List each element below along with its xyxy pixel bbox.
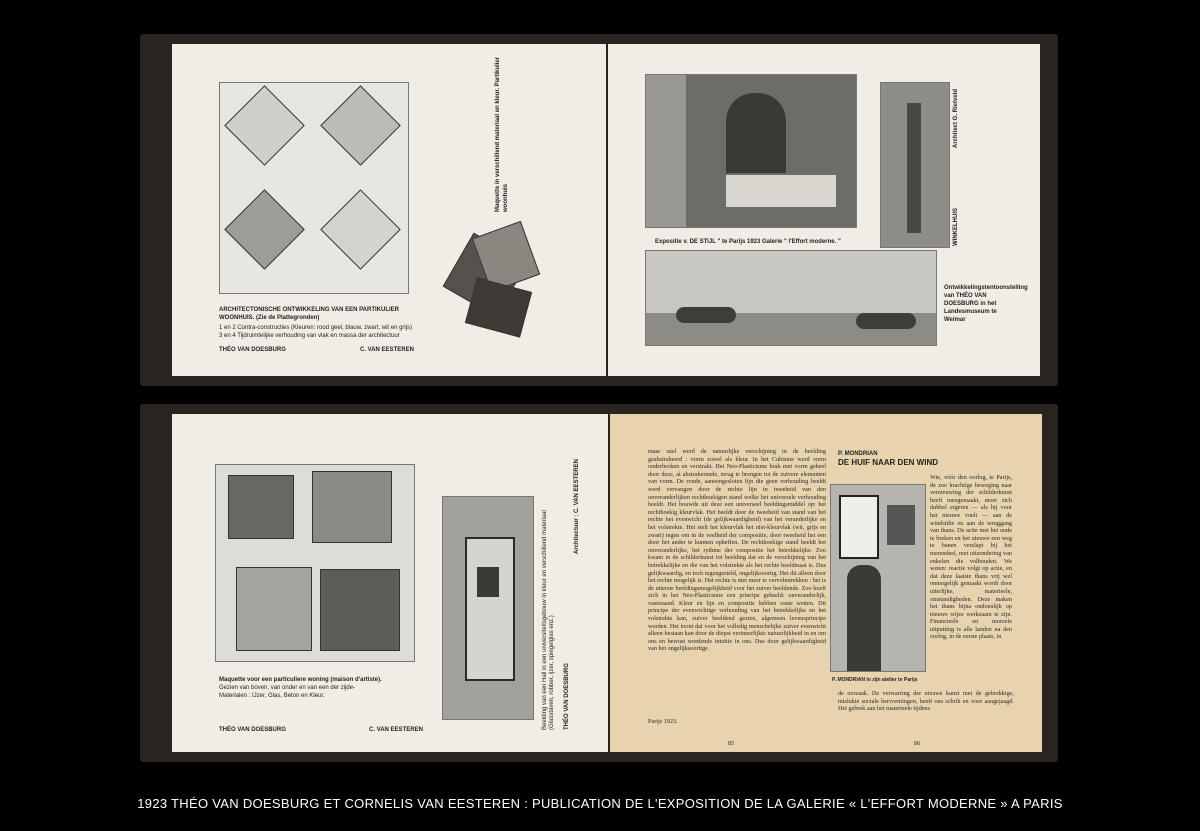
- hall-vertical-caption-1: Beelding van een Hall in een universiteitsgebouw in kleur en verschillend materiaal (Glasstaven, robber, ijzer, spiegelglas enz.): [542, 510, 555, 730]
- hall-perspective: [465, 537, 515, 681]
- hall-vertical-caption-2: THÉO VAN DOESBURG: [564, 663, 570, 730]
- bench-left: [676, 307, 736, 323]
- shopfront-sign: [907, 103, 921, 233]
- view-4: [320, 569, 400, 651]
- hall-photo: [442, 496, 534, 720]
- article-column-1: maar snel werd de natuurlijke verschijning in de beelding geabstraheerd : vorm zowel als kleur. In het Cubisme werd vorm onderbroken en verstrakt. Het Neo-Plasticisme brak met vorm geheel door deze, al abstraherende, terug te brengen tot de zuivere elementen van vorm. De ronde, aaneengesloten lijn die geen verhouding beeldt werd vervangen door de rechte lijn in tweeheid van den onveranderlijken rechthoekigen stand welke het universele verhouding beeldt. Het bouwde uit deze een universeel beeldingsmiddel op: het rechthoekig kleurvlak. Het beeldt door de tweeheid van stand van het rechte het evenwicht (de gelijkwaardigheid) van het veranderlijke en het volstrekte. Het stelt het kleurvlak het niet-kleurvlak (wit, grijs en zwart) tegen om in de veelheid der compositie, door tweeheid het een door het ander te kunnen opheffen. De rechthoekige stand beeldt het onveranderlijke, het rythme der compositie het betrekkelijke. Zoo kwam in de schilderkunst tot beelding dat en de verschijning van het betrekkelijke en die van het volstrekte als het rechte beeldmaat is. Dus gelijkwaardig, en toch tegengesteld, ongelijksoortig. Het dit alleen door het rechte mogelijk is. Het rechte is niet meer te vervolmtrekken : het is de uiterste beeldingsmogelijkheid voor het zuiver beeldende. Zoo hoeft zich in het Neo-Plasticisme een principe gebeeld: onveranderlijk, vaststaand. Kleur en lijn en compositie hebben vaste wetten. Dit principe der evenwichtige verhouding van het betrekkelijke en het volstrekte kan, zuiver beeldend gezien, algemeen levensprincipe worden. Het toont dat voor het volledig menschelijke zuiver evenwicht alleen bestaan kan door de diepst verinnerlijkte natuurlijkheid in en om ons en bewust wordende intuïtie in ons. Dus door gelijkwaardigheid van het ongelijksoortige.: [648, 448, 826, 653]
- weimar-caption: Ontwikkelingstentoonstelling van THÉO VAN DOESBURG in het Landesmuseum te Weimar: [944, 285, 1028, 323]
- shopfront-photo: [880, 82, 950, 248]
- drawing-3: [224, 189, 305, 270]
- bench-right: [856, 313, 916, 329]
- page-number-85: 85: [728, 740, 735, 747]
- bottom-left-page: [172, 414, 608, 752]
- studio-wall-panel-1: [839, 495, 879, 559]
- drawing-caption-line2: 1 en 2 Contra-constructies (Kleuren: rood geel, blauw, zwart, wit en grijs): [219, 325, 413, 331]
- article-title: DE HUIF NAAR DEN WIND: [838, 458, 938, 467]
- rietveld-vertical: Architect G. Rietveld: [953, 88, 959, 148]
- article-column-2: Wie, vóór den oorlog, te Parijs, de zoo krachtige beweging naar vernieuwing der schilderkunst heeft meegemaakt, moet zich dubbel ergeren — als hij voor het nieuwe voelt — aan de windstilte en aan de teruggang van thans. De actie met het oude te breken en het nieuwe een weg te banen verslapt bij het merendeel, met uitzondering van enkelen die volhouden. We weten: reactie volgt op actie, en dat deze laatste thans vrij wel onmogelijk gemaakt wordt door uiterlijke, materieele, omstandigheden. Deze maken het thans bijna ondoenlijk op nieuwe wijze werkzaam te zijn. Financieele en moreele uitputting is alle landen na den oorlog, in de eerste plaats, in: [930, 474, 1012, 641]
- slide-caption: 1923 THÉO VAN DOESBURG ET CORNELIS VAN EESTEREN : PUBLICATION DE L'EXPOSITION DE LA GALERIE « L'EFFORT MODERNE » A PARIS: [137, 796, 1063, 811]
- studio-wall-panel-2: [887, 505, 915, 545]
- maquette-photo: [440, 214, 552, 344]
- hall-panel: [477, 567, 499, 597]
- exhibition-photo: [645, 74, 857, 228]
- drawing-caption-title: ARCHITECTONISCHE ONTWIKKELING VAN EEN PARTIKULIER WOONHUIS. (Zie de Plattegronden): [219, 307, 400, 321]
- maquette-caption-2: Gezien van boven, van onder en van een der zijde-: [219, 685, 356, 691]
- mondrian-figure: [847, 565, 881, 671]
- wall-left: [646, 75, 686, 227]
- maquette-caption-3: Materialen : IJzer, Glas, Beton en Kleur.: [219, 693, 325, 699]
- maquette-block-3: [465, 277, 532, 337]
- view-3: [236, 567, 312, 651]
- mondrian-photo-caption: P. MONDRIAN in zijn atelier te Parijs: [832, 677, 918, 683]
- drawing-caption-line3: 3 en 4 Tijdruimtelijke verhouding van vlak en massa der architectuur: [219, 333, 400, 339]
- axonometric-drawings: [219, 82, 409, 294]
- signoff: Parijs 1923.: [648, 718, 678, 725]
- top-left-page: [172, 44, 606, 376]
- drawing-1: [224, 85, 305, 166]
- view-1: [228, 475, 294, 539]
- weimar-photo: [645, 250, 937, 346]
- doorway: [726, 93, 786, 173]
- exhibition-caption: Expositie v. DE STIJL " te Parijs 1923 Galerie " l'Effort moderne. ": [655, 239, 841, 245]
- mondrian-photo: [830, 484, 926, 672]
- maquette-views-photo: [215, 464, 415, 662]
- article-bottom-text: de oorzaak. De verwarring der nieuwe kunst met de gebrekkige, mislukte sociale hervormingen, heeft ons schrik en voor aangejaagd. Het gebrek aan het materieele tijdens: [838, 690, 1014, 713]
- maquette-vertical-caption: Maquette in verschillend materiaal en kleur. Partikulier woonhuis: [495, 56, 509, 212]
- page-number-86: 86: [914, 740, 921, 747]
- model-table: [726, 175, 836, 207]
- top-book-spread: [140, 34, 1058, 386]
- winkelhuis-vertical: WINKELHUIS: [953, 208, 959, 246]
- author-right: C. VAN EESTEREN: [369, 727, 423, 733]
- top-right-page: [608, 44, 1040, 376]
- bottom-right-page: [610, 414, 1042, 752]
- author-right: C. VAN EESTEREN: [360, 347, 414, 353]
- drawing-2: [320, 85, 401, 166]
- hall-vertical-caption-3: Architectuur : C. VAN EESTEREN: [574, 459, 580, 554]
- author-label: P. MONDRIAN: [838, 451, 878, 457]
- view-2: [312, 471, 392, 543]
- author-left: THÉO VAN DOESBURG: [219, 347, 286, 353]
- drawing-4: [320, 189, 401, 270]
- maquette-caption-1: Maquette voor een particuliere woning (maison d'artiste).: [219, 677, 382, 683]
- author-left: THÉO VAN DOESBURG: [219, 727, 286, 733]
- bottom-book-spread: [140, 404, 1058, 762]
